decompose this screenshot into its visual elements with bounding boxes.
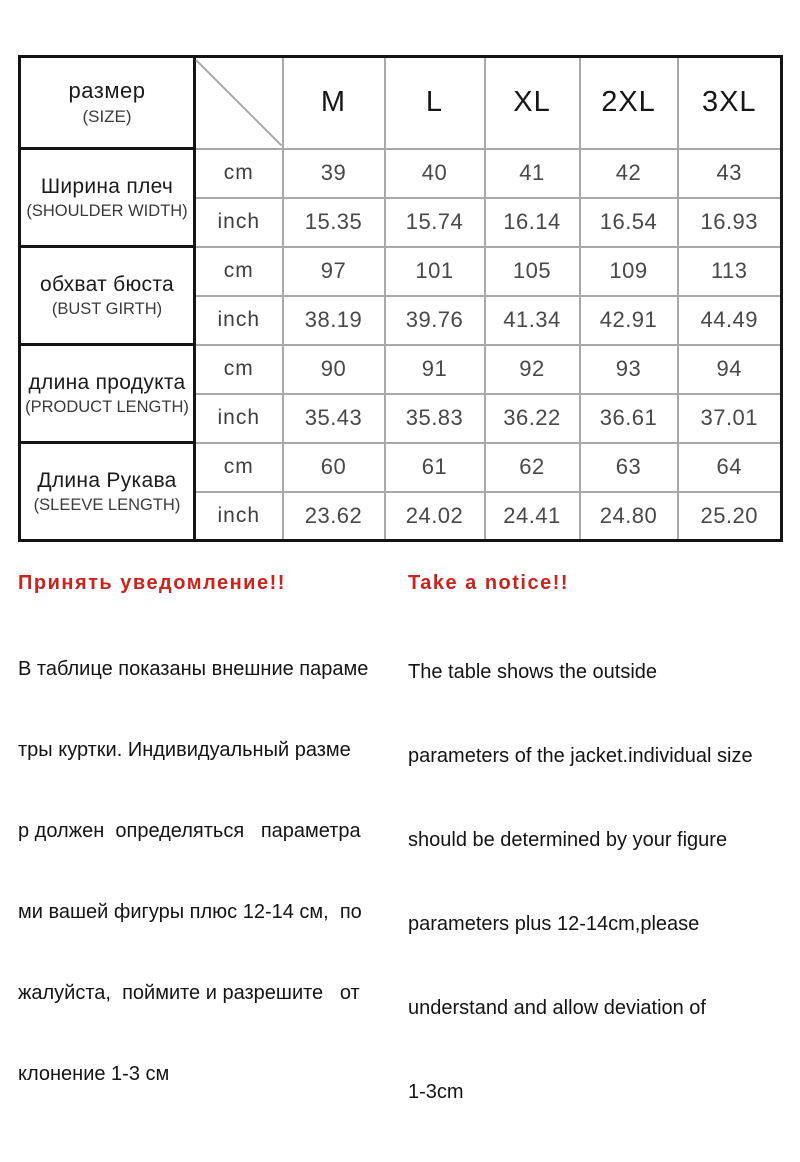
row-label-ru: Длина Рукава [37,468,177,492]
unit-cell-cm: cm [195,345,283,394]
row-label-bust-girth [20,247,195,345]
value-cell: 41 [485,149,580,198]
notice-line: The table shows the outside [408,661,658,683]
row-label-ru: длина продукта [28,370,186,394]
value-cell: 25.20 [678,492,782,541]
value-cell: 40 [385,149,485,198]
notice-line: р должен определяться параметра [18,820,361,842]
value-cell: 24.80 [580,492,678,541]
value-cell: 15.35 [283,198,385,247]
value-cell: 60 [283,443,385,492]
size-table [18,55,783,542]
value-cell: 61 [385,443,485,492]
value-cell: 94 [678,345,782,394]
unit-cell-inch: inch [195,296,283,345]
value-cell: 23.62 [283,492,385,541]
unit-cell-cm: cm [195,247,283,296]
size-col-header-3xl: 3XL [678,57,782,149]
row-label-en: (SLEEVE LENGTH) [33,495,181,514]
diagonal-cell [195,57,283,149]
value-cell: 113 [678,247,782,296]
value-cell: 93 [580,345,678,394]
value-cell: 41.34 [485,296,580,345]
table-row [20,247,782,296]
value-cell: 62 [485,443,580,492]
notice-english [408,572,788,1162]
value-cell: 24.41 [485,492,580,541]
notice-line: should be determined by your figure [408,829,728,851]
unit-cell-inch: inch [195,198,283,247]
notice-line: клонение 1-3 см [18,1063,170,1085]
value-cell: 16.14 [485,198,580,247]
unit-cell-cm: cm [195,149,283,198]
size-col-header-m: M [283,57,385,149]
unit-cell-cm: cm [195,443,283,492]
size-col-header-l: L [385,57,485,149]
notice-line: 1-3cm [408,1081,464,1103]
notice-russian [18,572,406,1142]
row-label-en: (SHOULDER WIDTH) [26,201,188,220]
row-label-product-length [20,345,195,443]
value-cell: 39.76 [385,296,485,345]
notice-body-ru [18,602,406,1142]
notice-line: parameters plus 12-14cm,please [408,913,700,935]
notice-line: parameters of the jacket.individual size [408,745,753,767]
value-cell: 38.19 [283,296,385,345]
notice-line: жалуйста, поймите и разрешите от [18,982,360,1004]
table-header-row [20,57,782,149]
value-cell: 63 [580,443,678,492]
table-row [20,345,782,394]
unit-cell-inch: inch [195,394,283,443]
notice-line: В таблице показаны внешние параме [18,658,369,680]
row-label-en: (PRODUCT LENGTH) [25,397,189,416]
notice-line: ми вашей фигуры плюс 12-14 см, по [18,901,362,923]
value-cell: 35.83 [385,394,485,443]
value-cell: 42 [580,149,678,198]
row-label-en: (BUST GIRTH) [51,299,163,318]
row-label-shoulder-width [20,149,195,247]
value-cell: 97 [283,247,385,296]
corner-label-ru: размер [68,78,146,103]
value-cell: 91 [385,345,485,394]
value-cell: 101 [385,247,485,296]
value-cell: 24.02 [385,492,485,541]
value-cell: 92 [485,345,580,394]
value-cell: 16.93 [678,198,782,247]
value-cell: 39 [283,149,385,198]
table-row [20,149,782,198]
size-col-header-2xl: 2XL [580,57,678,149]
notice-line: understand and allow deviation of [408,997,706,1019]
row-label-sleeve-length [20,443,195,541]
value-cell: 37.01 [678,394,782,443]
value-cell: 16.54 [580,198,678,247]
notice-title-ru: Принять уведомление!! [18,572,286,594]
size-col-header-xl: XL [485,57,580,149]
value-cell: 36.61 [580,394,678,443]
value-cell: 42.91 [580,296,678,345]
value-cell: 64 [678,443,782,492]
value-cell: 109 [580,247,678,296]
notice-title-en: Take a notice!! [408,572,570,594]
corner-label-en: (SIZE) [82,107,132,126]
unit-cell-inch: inch [195,492,283,541]
value-cell: 15.74 [385,198,485,247]
value-cell: 43 [678,149,782,198]
notice-body-en [408,602,788,1162]
value-cell: 90 [283,345,385,394]
value-cell: 35.43 [283,394,385,443]
row-label-ru: обхват бюста [39,272,175,296]
corner-cell [20,57,195,149]
value-cell: 105 [485,247,580,296]
row-label-ru: Ширина плеч [40,174,174,198]
value-cell: 44.49 [678,296,782,345]
diagonal-line-icon [196,60,282,146]
value-cell: 36.22 [485,394,580,443]
table-row [20,443,782,492]
notice-line: тры куртки. Индивидуальный разме [18,739,351,761]
